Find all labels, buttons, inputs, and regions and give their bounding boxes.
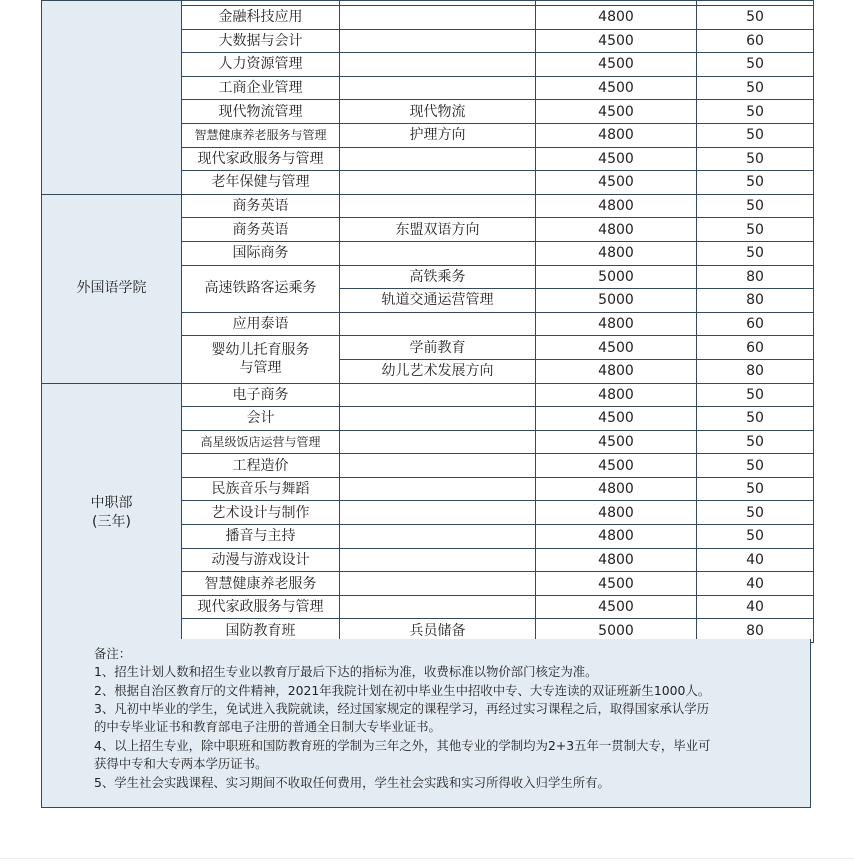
count-cell: 80 bbox=[697, 619, 814, 643]
major-cell: 现代家政服务与管理 bbox=[182, 595, 340, 619]
count-cell: 80 bbox=[697, 289, 814, 313]
fee-cell: 4500 bbox=[536, 147, 697, 171]
major-cell: 金融科技应用 bbox=[182, 6, 340, 30]
major-cell: 智慧健康养老服务与管理 bbox=[182, 123, 340, 147]
direction-cell: 东盟双语方向 bbox=[340, 218, 536, 242]
fee-cell: 4500 bbox=[536, 572, 697, 596]
fee-cell: 4500 bbox=[536, 29, 697, 53]
count-cell: 50 bbox=[697, 171, 814, 195]
fee-cell: 4800 bbox=[536, 477, 697, 501]
fee-cell: 5000 bbox=[536, 289, 697, 313]
table-row bbox=[42, 383, 814, 407]
count-cell: 40 bbox=[697, 595, 814, 619]
note-line: 5、学生社会实践课程、实习期间不收取任何费用，学生社会实践和实习所得收入归学生所有。 bbox=[94, 774, 610, 790]
major-cell: 艺术设计与制作 bbox=[182, 501, 340, 525]
count-cell: 60 bbox=[697, 29, 814, 53]
major-cell: 商务英语 bbox=[182, 218, 340, 242]
major-cell: 工商企业管理 bbox=[182, 76, 340, 100]
direction-cell bbox=[340, 53, 536, 77]
direction-cell: 高铁乘务 bbox=[340, 265, 536, 289]
count-cell: 50 bbox=[697, 6, 814, 30]
fee-cell: 4800 bbox=[536, 218, 697, 242]
note-line: 的中专毕业证书和教育部电子注册的普通全日制大专毕业证书。 bbox=[94, 719, 441, 735]
major-cell: 电子商务 bbox=[182, 383, 340, 407]
divider bbox=[0, 858, 854, 859]
count-cell: 50 bbox=[697, 454, 814, 478]
college-cell: 外国语学院 bbox=[42, 194, 182, 383]
count-cell: 50 bbox=[697, 383, 814, 407]
fee-cell: 4500 bbox=[536, 430, 697, 454]
fee-cell: 5000 bbox=[536, 265, 697, 289]
note-line: 4、以上招生专业，除中职班和国防教育班的学制为三年之外，其他专业的学制均为2+3五年一贯制大专，毕业可 bbox=[94, 737, 711, 753]
fee-cell: 4800 bbox=[536, 525, 697, 549]
fee-cell: 4800 bbox=[536, 383, 697, 407]
direction-cell: 学前教育 bbox=[340, 336, 536, 360]
fee-cell: 5000 bbox=[536, 619, 697, 643]
fee-cell: 4800 bbox=[536, 123, 697, 147]
direction-cell bbox=[340, 312, 536, 336]
fee-cell: 4800 bbox=[536, 194, 697, 218]
direction-cell bbox=[340, 241, 536, 265]
fee-cell: 4500 bbox=[536, 595, 697, 619]
major-cell: 人力资源管理 bbox=[182, 53, 340, 77]
major-cell: 智慧健康养老服务 bbox=[182, 572, 340, 596]
college-cell: 中职部 (三年) bbox=[42, 383, 182, 643]
major-cell: 应用泰语 bbox=[182, 312, 340, 336]
major-cell: 高速铁路客运乘务 bbox=[182, 265, 340, 312]
major-cell: 动漫与游戏设计 bbox=[182, 548, 340, 572]
direction-cell: 兵员储备 bbox=[340, 619, 536, 643]
notes-panel bbox=[41, 639, 811, 808]
enrollment-table bbox=[41, 0, 814, 643]
direction-cell bbox=[340, 501, 536, 525]
major-cell: 现代家政服务与管理 bbox=[182, 147, 340, 171]
major-cell: 高星级饭店运营与管理 bbox=[182, 430, 340, 454]
direction-cell bbox=[340, 194, 536, 218]
major-cell: 国防教育班 bbox=[182, 619, 340, 643]
direction-cell bbox=[340, 383, 536, 407]
direction-cell bbox=[340, 407, 536, 431]
fee-cell: 4500 bbox=[536, 53, 697, 77]
note-line: 1、招生计划人数和招生专业以教育厅最后下达的指标为准，收费标准以物价部门核定为准。 bbox=[94, 664, 598, 680]
major-cell: 婴幼儿托育服务 与管理 bbox=[182, 336, 340, 383]
notes-title: 备注： bbox=[94, 646, 132, 661]
direction-cell bbox=[340, 595, 536, 619]
count-cell: 50 bbox=[697, 477, 814, 501]
count-cell: 50 bbox=[697, 194, 814, 218]
direction-cell bbox=[340, 454, 536, 478]
direction-cell: 现代物流 bbox=[340, 100, 536, 124]
direction-cell: 护理方向 bbox=[340, 123, 536, 147]
count-cell: 50 bbox=[697, 147, 814, 171]
direction-cell: 幼儿艺术发展方向 bbox=[340, 359, 536, 383]
direction-cell bbox=[340, 76, 536, 100]
count-cell: 50 bbox=[697, 76, 814, 100]
count-cell: 50 bbox=[697, 501, 814, 525]
fee-cell: 4800 bbox=[536, 501, 697, 525]
fee-cell: 4800 bbox=[536, 312, 697, 336]
direction-cell bbox=[340, 548, 536, 572]
fee-cell: 4500 bbox=[536, 76, 697, 100]
major-cell: 商务英语 bbox=[182, 194, 340, 218]
count-cell: 50 bbox=[697, 218, 814, 242]
major-cell: 现代物流管理 bbox=[182, 100, 340, 124]
count-cell: 40 bbox=[697, 572, 814, 596]
direction-cell bbox=[340, 477, 536, 501]
major-cell: 播音与主持 bbox=[182, 525, 340, 549]
count-cell: 50 bbox=[697, 430, 814, 454]
note-line: 2、根据自治区教育厅的文件精神，2021年我院计划在初中毕业生中招收中专、大专连读的双证班新生1000人。 bbox=[94, 682, 711, 698]
count-cell: 60 bbox=[697, 336, 814, 360]
note-line: 3、凡初中毕业的学生，免试进入我院就读，经过国家规定的课程学习，再经过实习课程之后，取得国家承认学历 bbox=[94, 701, 710, 717]
count-cell: 60 bbox=[697, 312, 814, 336]
count-cell: 50 bbox=[697, 53, 814, 77]
direction-cell bbox=[340, 171, 536, 195]
major-cell: 民族音乐与舞蹈 bbox=[182, 477, 340, 501]
fee-cell: 4500 bbox=[536, 454, 697, 478]
fee-cell: 4800 bbox=[536, 359, 697, 383]
direction-cell bbox=[340, 6, 536, 30]
major-cell: 工程造价 bbox=[182, 454, 340, 478]
major-cell: 老年保健与管理 bbox=[182, 171, 340, 195]
count-cell: 40 bbox=[697, 548, 814, 572]
direction-cell: 轨道交通运营管理 bbox=[340, 289, 536, 313]
fee-cell: 4800 bbox=[536, 6, 697, 30]
count-cell: 50 bbox=[697, 407, 814, 431]
count-cell: 80 bbox=[697, 359, 814, 383]
fee-cell: 4800 bbox=[536, 241, 697, 265]
fee-cell: 4800 bbox=[536, 548, 697, 572]
direction-cell bbox=[340, 525, 536, 549]
count-cell: 50 bbox=[697, 100, 814, 124]
college-cell bbox=[42, 1, 182, 195]
fee-cell: 4500 bbox=[536, 336, 697, 360]
major-cell: 会计 bbox=[182, 407, 340, 431]
note-line: 获得中专和大专两本学历证书。 bbox=[94, 756, 268, 772]
fee-cell: 4500 bbox=[536, 171, 697, 195]
count-cell: 50 bbox=[697, 123, 814, 147]
fee-cell: 4500 bbox=[536, 407, 697, 431]
major-cell: 国际商务 bbox=[182, 241, 340, 265]
count-cell: 50 bbox=[697, 241, 814, 265]
count-cell: 80 bbox=[697, 265, 814, 289]
major-cell: 大数据与会计 bbox=[182, 29, 340, 53]
direction-cell bbox=[340, 29, 536, 53]
direction-cell bbox=[340, 430, 536, 454]
table-row bbox=[42, 194, 814, 218]
direction-cell bbox=[340, 572, 536, 596]
count-cell: 50 bbox=[697, 525, 814, 549]
direction-cell bbox=[340, 147, 536, 171]
fee-cell: 4500 bbox=[536, 100, 697, 124]
